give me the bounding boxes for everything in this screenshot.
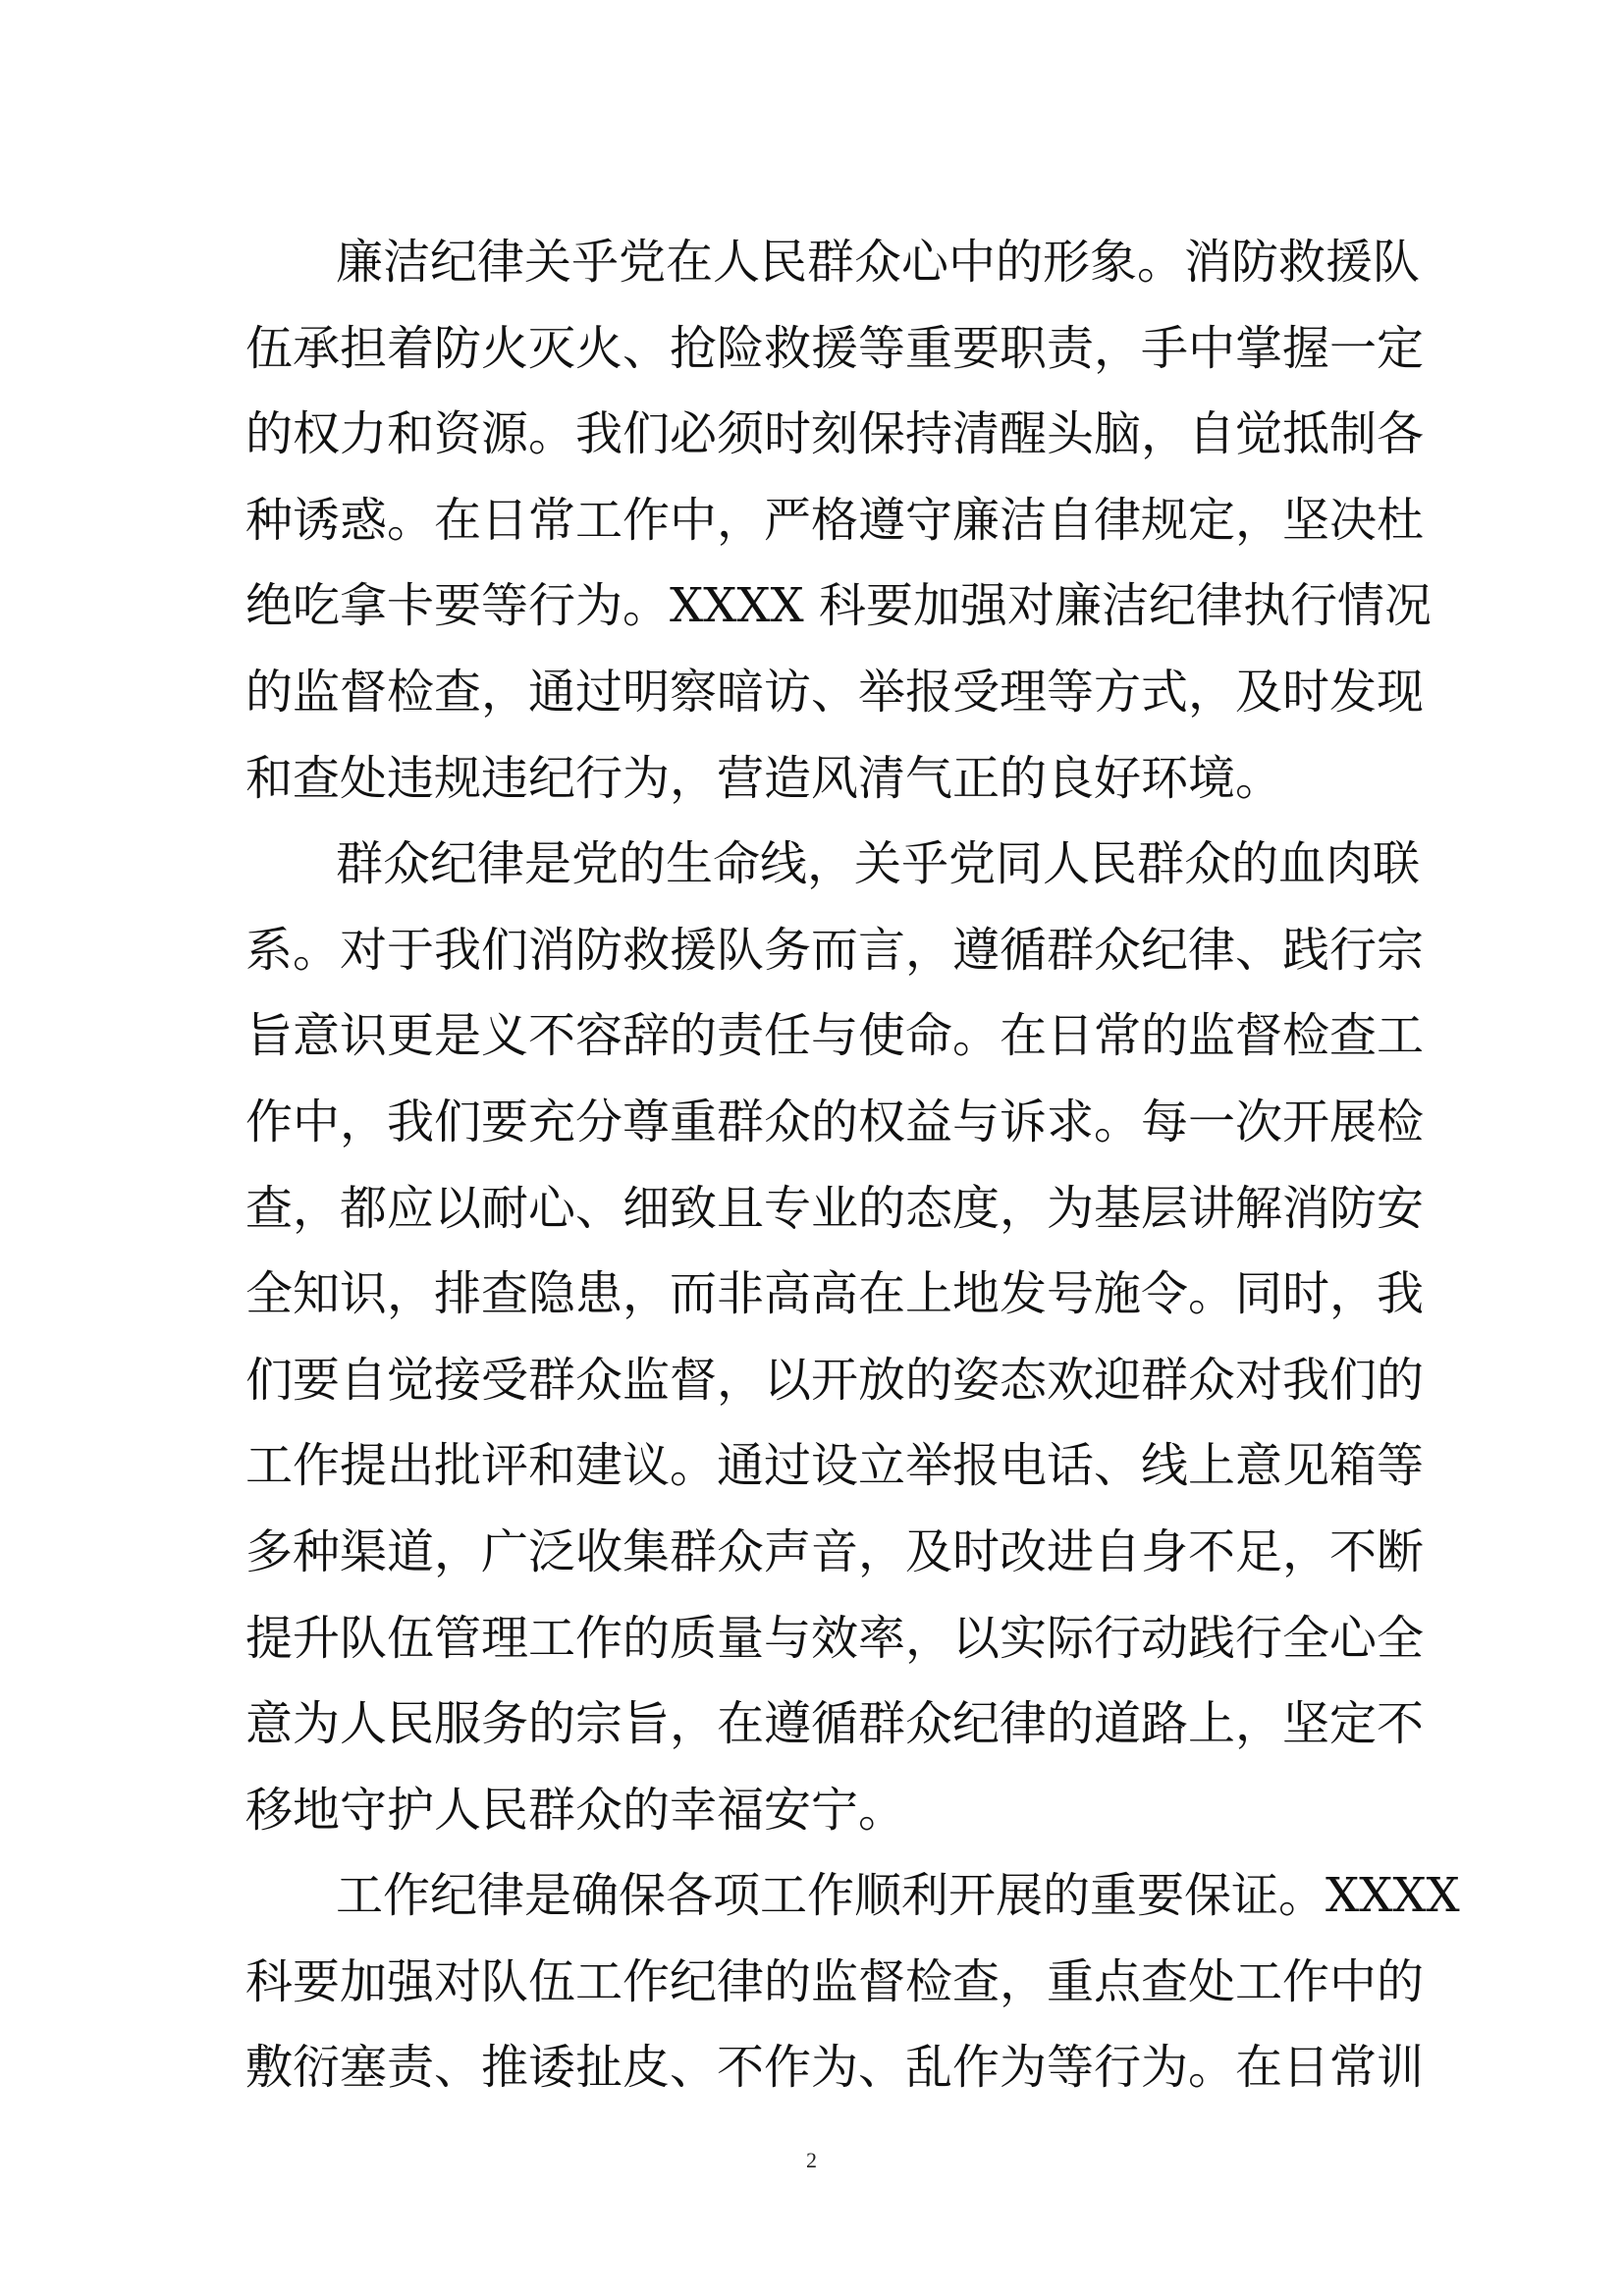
text-line: 绝吃拿卡要等行为。XXXX 科要加强对廉洁纪律执行情况 (245, 578, 1432, 634)
text-line: 提升队伍管理工作的质量与效率，以实际行动践行全心全 (245, 1610, 1425, 1666)
text-line: 的权力和资源。我们必须时刻保持清醒头脑，自觉抵制各 (245, 406, 1425, 462)
text-line: 群众纪律是党的生命线，关乎党同人民群众的血肉联 (336, 836, 1421, 892)
text-line: 伍承担着防火灭火、抢险救援等重要职责，手中掌握一定 (245, 320, 1425, 376)
text-line: 和查处违规违纪行为，营造风清气正的良好环境。 (245, 750, 1283, 806)
text-line: 查，都应以耐心、细致且专业的态度，为基层讲解消防安 (245, 1180, 1425, 1236)
text-line: 廉洁纪律关乎党在人民群众心中的形象。消防救援队 (336, 235, 1421, 290)
text-line: 种诱惑。在日常工作中，严格遵守廉洁自律规定，坚决杜 (245, 492, 1425, 548)
text-line: 们要自觉接受群众监督，以开放的姿态欢迎群众对我们的 (245, 1352, 1425, 1408)
text-line: 的监督检查，通过明察暗访、举报受理等方式，及时发现 (245, 664, 1425, 720)
text-line: 全知识，排查隐患，而非高高在上地发号施令。同时，我 (245, 1266, 1425, 1322)
text-line: 旨意识更是义不容辞的责任与使命。在日常的监督检查工 (245, 1008, 1425, 1064)
text-line: 工作纪律是确保各项工作顺利开展的重要保证。XXXX (336, 1868, 1460, 1924)
text-line: 系。对于我们消防救援队务而言，遵循群众纪律、践行宗 (245, 922, 1425, 978)
page-number: 2 (806, 2148, 817, 2172)
body-text (245, 220, 1460, 2111)
text-line: 作中，我们要充分尊重群众的权益与诉求。每一次开展检 (245, 1094, 1425, 1149)
text-line: 多种渠道，广泛收集群众声音，及时改进自身不足，不断 (245, 1523, 1425, 1579)
text-line: 工作提出批评和建议。通过设立举报电话、线上意见箱等 (245, 1438, 1425, 1494)
text-line: 意为人民服务的宗旨，在遵循群众纪律的道路上，坚定不 (245, 1696, 1425, 1752)
text-line: 敷衍塞责、推诿扯皮、不作为、乱作为等行为。在日常训 (245, 2040, 1425, 2096)
text-line: 移地守护人民群众的幸福安宁。 (245, 1782, 906, 1838)
text-line: 科要加强对队伍工作纪律的监督检查，重点查处工作中的 (245, 1953, 1425, 2009)
